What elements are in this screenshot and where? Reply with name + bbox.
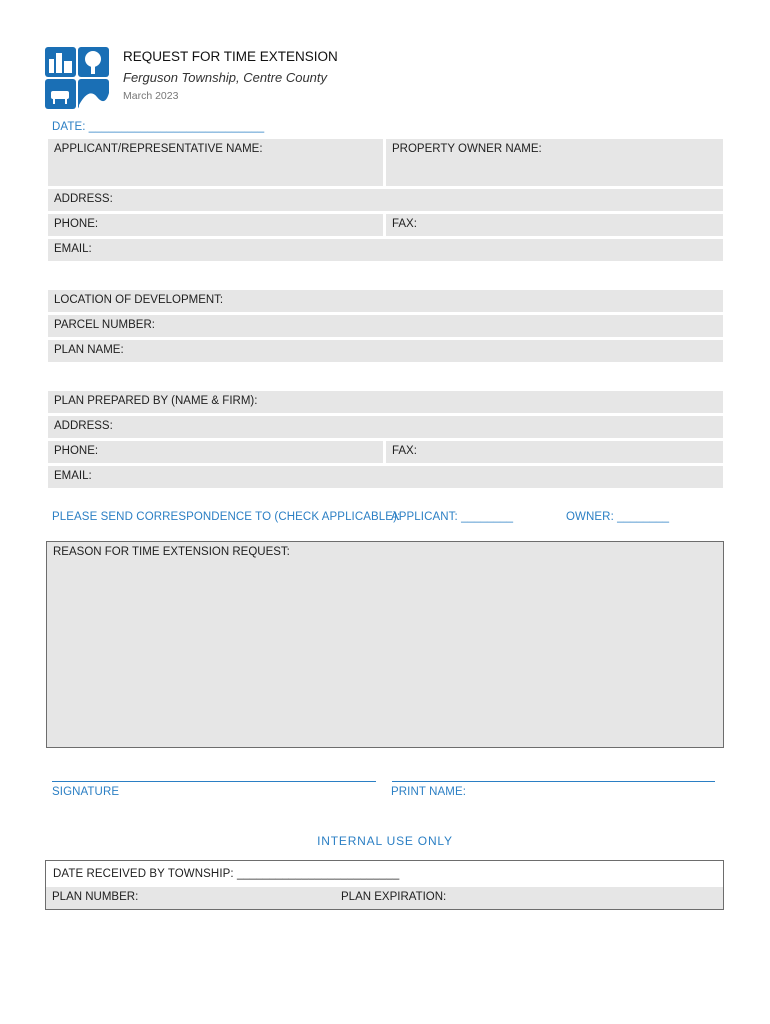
correspondence-applicant-check[interactable]: APPLICANT: ________	[391, 511, 514, 523]
applicant-name-label: APPLICANT/REPRESENTATIVE NAME:	[54, 143, 263, 155]
prepared-by-field[interactable]	[48, 391, 723, 413]
applicant-fax-label: FAX:	[392, 218, 417, 230]
preparer-phone-label: PHONE:	[54, 445, 99, 457]
form-title: REQUEST FOR TIME EXTENSION	[123, 49, 338, 64]
form-subtitle: Ferguson Township, Centre County	[123, 70, 328, 85]
preparer-fax-label: FAX:	[392, 445, 417, 457]
print-name-label: PRINT NAME:	[391, 786, 467, 798]
applicant-address-label: ADDRESS:	[54, 193, 113, 205]
owner-name-label: PROPERTY OWNER NAME:	[392, 143, 542, 155]
applicant-name-field[interactable]	[48, 139, 383, 186]
preparer-address-field[interactable]	[48, 416, 723, 438]
plan-number-label: PLAN NUMBER:	[52, 891, 139, 903]
applicant-email-label: EMAIL:	[54, 243, 92, 255]
applicant-phone-label: PHONE:	[54, 218, 99, 230]
date-field[interactable]: DATE: ___________________________	[52, 121, 265, 133]
internal-use-box	[45, 860, 724, 910]
date-received-field[interactable]: DATE RECEIVED BY TOWNSHIP: _________________________	[53, 868, 400, 880]
applicant-address-field[interactable]	[48, 189, 723, 211]
signature-line[interactable]	[52, 781, 376, 782]
preparer-email-field[interactable]	[48, 466, 723, 488]
plan-name-field[interactable]	[48, 340, 723, 362]
preparer-email-label: EMAIL:	[54, 470, 92, 482]
form-date: March 2023	[123, 90, 179, 102]
correspondence-owner-check[interactable]: OWNER: ________	[566, 511, 670, 523]
location-label: LOCATION OF DEVELOPMENT:	[54, 294, 224, 306]
parcel-label: PARCEL NUMBER:	[54, 319, 155, 331]
reason-textarea[interactable]	[46, 541, 724, 748]
prepared-by-label: PLAN PREPARED BY (NAME & FIRM):	[54, 395, 258, 407]
applicant-phone-field[interactable]	[48, 214, 383, 236]
parcel-field[interactable]	[48, 315, 723, 337]
plan-name-label: PLAN NAME:	[54, 344, 124, 356]
location-field[interactable]	[48, 290, 723, 312]
reason-label: REASON FOR TIME EXTENSION REQUEST:	[53, 546, 290, 558]
preparer-address-label: ADDRESS:	[54, 420, 113, 432]
print-name-line[interactable]	[392, 781, 715, 782]
applicant-fax-field[interactable]	[386, 214, 723, 236]
correspondence-label: PLEASE SEND CORRESPONDENCE TO (CHECK APPLICABLE):	[52, 511, 401, 523]
plan-expiration-label: PLAN EXPIRATION:	[341, 891, 447, 903]
internal-use-heading: INTERNAL USE ONLY	[317, 834, 453, 848]
preparer-fax-field[interactable]	[386, 441, 723, 463]
plan-expiration-field[interactable]	[335, 887, 723, 909]
plan-number-field[interactable]	[46, 887, 335, 909]
owner-name-field[interactable]	[386, 139, 723, 186]
township-logo	[45, 47, 109, 109]
applicant-email-field[interactable]	[48, 239, 723, 261]
preparer-phone-field[interactable]	[48, 441, 383, 463]
signature-label: SIGNATURE	[52, 786, 120, 798]
